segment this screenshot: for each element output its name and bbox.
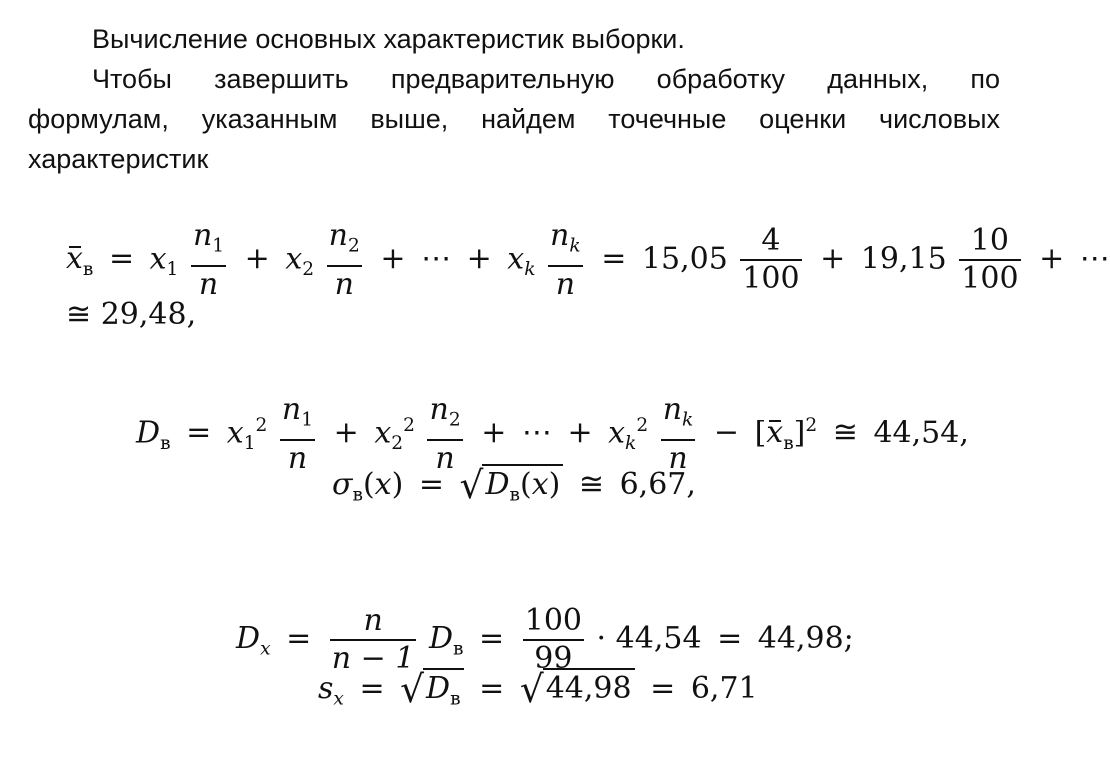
fraction-n1-n: $\frac{n_1}{n}$ bbox=[281, 392, 314, 476]
fraction-n2-n: $\frac{n_2}{n}$ bbox=[328, 218, 360, 302]
radicand: 44,98 bbox=[543, 668, 635, 706]
fraction-4-100: $\frac{4}{100}$ bbox=[742, 223, 800, 297]
fraction-n2-n: $\frac{n_2}{n}$ bbox=[429, 392, 461, 476]
fraction-n1-n: $\frac{n_1}{n}$ bbox=[192, 218, 225, 302]
heading: Вычисление основных характеристик выборки. bbox=[92, 24, 685, 54]
formula-sigma: $\sigma_в(x) = √D_в(x)$ ≅ 6,67, bbox=[332, 464, 696, 513]
intro-line-3: характеристик bbox=[28, 144, 209, 174]
x-bar: x bbox=[66, 241, 83, 277]
formula-mean-line-1: $x_в = x_1$ $\frac{n_1}{n}$ + $x_2$ $\frac{n_2}{n}$ + ⋯ + $x_k$ $\frac{n_k}{n}$ = 15,05 $\frac{4}{100}$ + 19,15 $\frac{10}{100}$ + ⋯ bbox=[66, 218, 1110, 302]
intro-line-2: формулам, указанным выше, найдем точечные оценки числовых bbox=[28, 104, 1000, 134]
fraction-n-n-minus-1: $\frac{n}{n - 1}$ bbox=[331, 603, 415, 676]
formula-mean-line-2: ≅ 29,48, bbox=[66, 297, 197, 332]
fraction-nk-n: $\frac{n_k}{n}$ bbox=[550, 218, 581, 302]
fraction-100-99: $\frac{100}{99}$ bbox=[524, 603, 582, 676]
formula-sx: $s_x = √D_в = √44,98 = 6,71$ bbox=[318, 668, 758, 717]
fraction-10-100: $\frac{10}{100}$ bbox=[961, 223, 1019, 297]
radicand: $D_в(x)$ bbox=[482, 464, 563, 513]
formula-dx: $D_x$ = $\frac{n}{n - 1}$ $D_в$ = $\frac{100}{99}$ · 44,54 = 44,98; bbox=[236, 603, 854, 676]
intro-line-1: Чтобы завершить предварительную обработку данных, по bbox=[92, 64, 1000, 94]
sqrt-sign: √ bbox=[400, 666, 425, 711]
sqrt-sign: √ bbox=[519, 666, 544, 711]
sqrt-sign: √ bbox=[459, 462, 484, 507]
radicand: $D_в$ bbox=[423, 668, 464, 717]
formula-variance: $D_в = x_1^2$ $\frac{n_1}{n}$ + $x_2^2$ $\frac{n_2}{n}$ + ⋯ + $x_k^2$ $\frac{n_k}{n}$ − $[x_в]^2$ ≅ 44,54, bbox=[136, 392, 969, 476]
x-bar: x bbox=[766, 415, 784, 451]
fraction-nk-n: $\frac{n_k}{n}$ bbox=[662, 392, 694, 476]
